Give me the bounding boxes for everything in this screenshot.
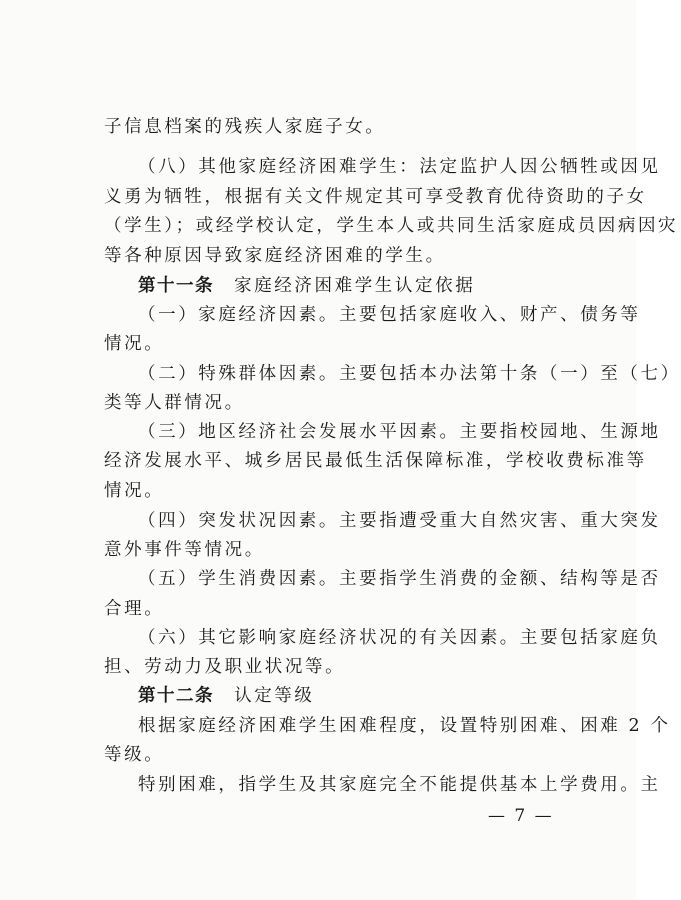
text-line: 意外事件等情况。 <box>104 540 265 560</box>
text-line: 合理。 <box>104 599 165 619</box>
article-title: 认定等级 <box>214 686 315 706</box>
text-line: 担、劳动力及职业状况等。 <box>104 657 346 677</box>
text-line: （一）家庭经济因素。主要包括家庭收入、财产、债务等 <box>138 305 641 325</box>
article-number: 第十二条 <box>138 686 214 706</box>
text-line: 特别困难，指学生及其家庭完全不能提供基本上学费用。主 <box>138 775 661 795</box>
article-heading <box>138 274 584 298</box>
text-line: 根据家庭经济困难学生困难程度，设置特别困难、困难 2 个 <box>138 716 671 736</box>
text-line: 子信息档案的残疾人家庭子女。 <box>104 117 386 137</box>
article-number: 第十一条 <box>138 276 214 296</box>
text-line: （学生）；或经学校认定，学生本人或共同生活家庭成员因病因灾 <box>104 216 679 236</box>
text-line: 情况。 <box>104 481 165 501</box>
text-line: （八）其他家庭经济困难学生：法定监护人因公牺牲或因见 <box>138 157 661 177</box>
text-line: 类等人群情况。 <box>104 393 245 413</box>
text-line: （五）学生消费因素。主要指学生消费的金额、结构等是否 <box>138 569 661 589</box>
page-number: — 7 — <box>488 806 554 826</box>
article-heading <box>138 684 584 708</box>
text-line: 经济发展水平、城乡居民最低生活保障标准，学校收费标准等 <box>104 451 647 471</box>
text-line: （六）其它影响家庭经济状况的有关因素。主要包括家庭负 <box>138 628 661 648</box>
text-line: 义勇为牺牲，根据有关文件规定其可享受教育优待资助的子女 <box>104 187 647 207</box>
article-title: 家庭经济困难学生认定依据 <box>214 276 476 296</box>
text-line: 等各种原因导致家庭经济困难的学生。 <box>104 246 446 266</box>
text-line: 等级。 <box>104 745 165 765</box>
text-line: （四）突发状况因素。主要指遭受重大自然灾害、重大突发 <box>138 511 661 531</box>
text-line: （二）特殊群体因素。主要包括本办法第十条（一）至（七） <box>138 364 681 384</box>
text-line: 情况。 <box>104 334 165 354</box>
text-line: （三）地区经济社会发展水平因素。主要指校园地、生源地 <box>138 422 661 442</box>
